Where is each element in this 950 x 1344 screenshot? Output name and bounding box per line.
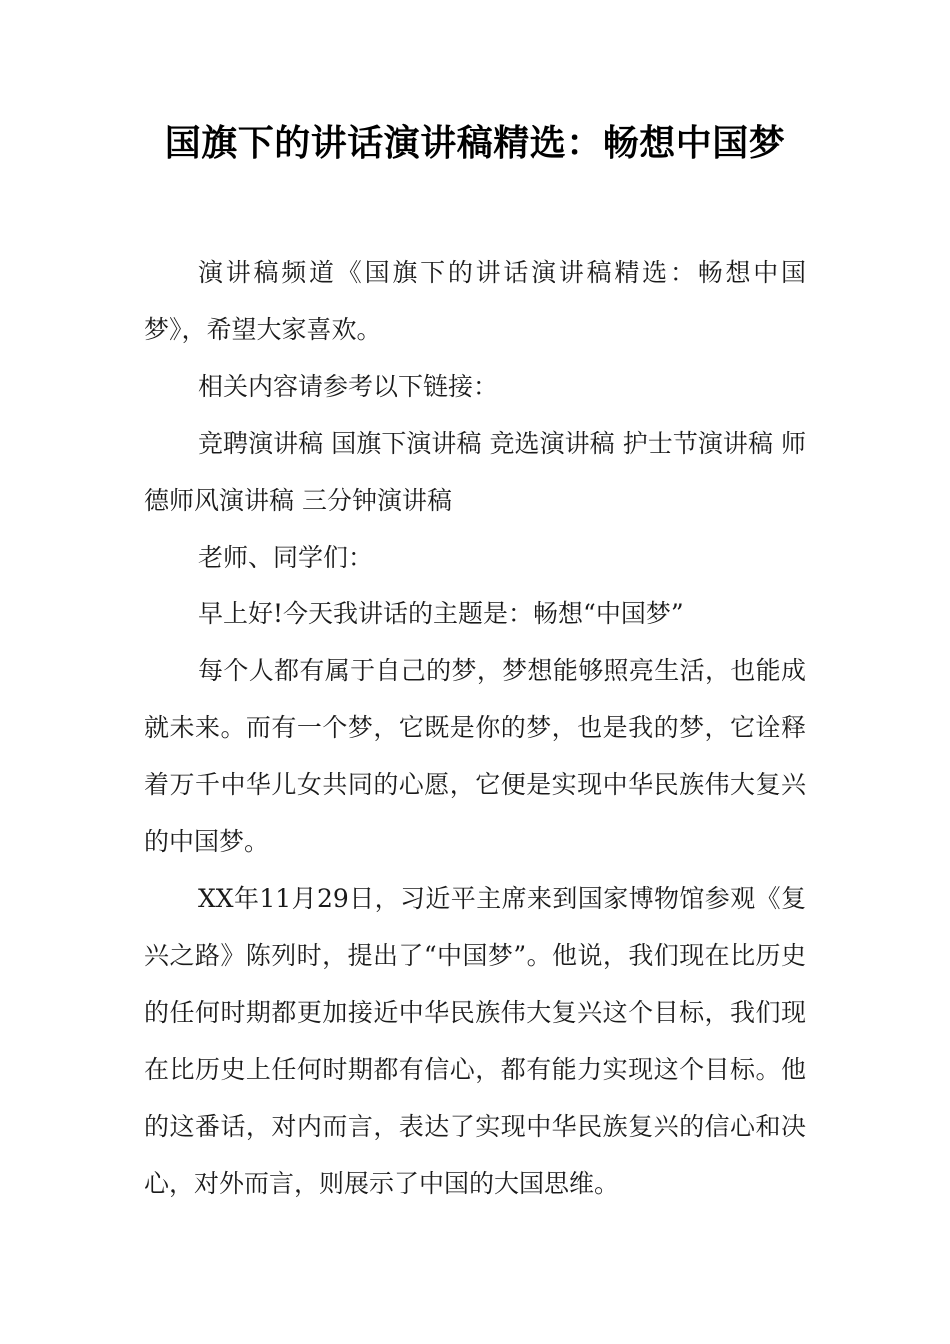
document-title: 国旗下的讲话演讲稿精选：畅想中国梦 [164, 123, 786, 164]
salutation: 老师、同学们： [198, 542, 374, 572]
intro-paragraph: 演讲稿频道《国旗下的讲话演讲稿精选：畅想中国梦》，希望大家喜欢。 [144, 258, 806, 344]
dream-paragraph: 每个人都有属于自己的梦，梦想能够照亮生活，也能成就未来。而有一个梦，它既是你的梦，也是我的梦，它诠释着万千中华儿女共同的心愿，它便是实现中华民族伟大复兴的中国梦。 [144, 656, 806, 857]
history-paragraph: XX年11月29日，习近平主席来到国家博物馆参观《复兴之路》陈列时，提出了“中国梦”。他说，我们现在比历史的任何时期都更加接近中华民族伟大复兴这个目标，我们现在比历史上任何时期都有信心，都有能力实现这个目标。他的这番话，对内而言，表达了实现中华民族复兴的信心和决心，对外而言，则展示了中国的大国思维。 [144, 883, 806, 1198]
document-body [144, 245, 806, 1212]
related-links-list: 竞聘演讲稿 国旗下演讲稿 竞选演讲稿 护士节演讲稿 师德师风演讲稿 三分钟演讲稿 [144, 428, 806, 515]
related-links-label: 相关内容请参考以下链接： [198, 371, 499, 401]
greeting-paragraph: 早上好!今天我讲话的主题是：畅想“中国梦” [198, 599, 684, 629]
